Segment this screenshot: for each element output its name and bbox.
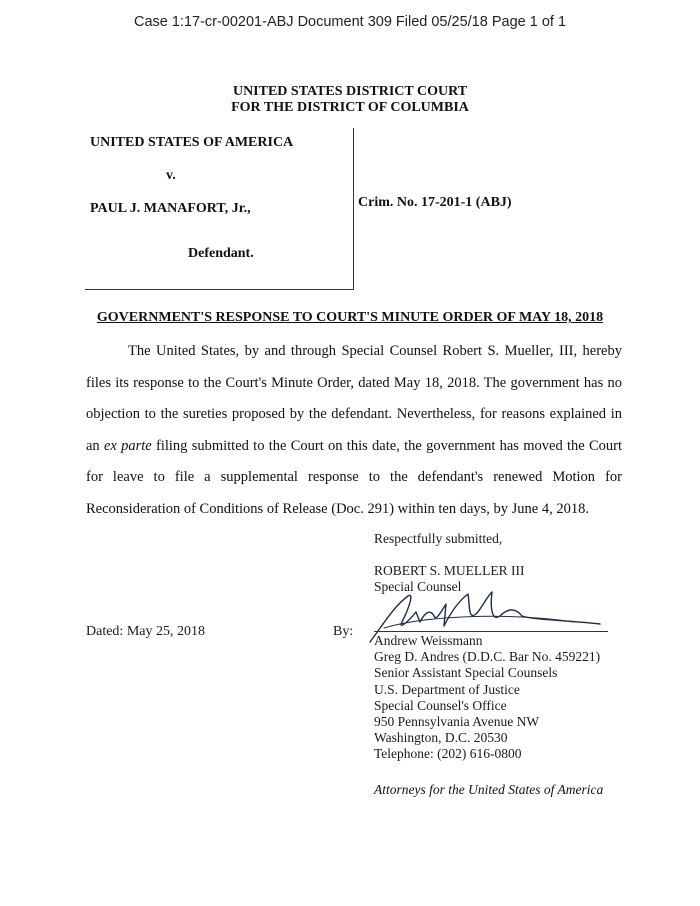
counsel-name: ROBERT S. MUELLER III (374, 563, 525, 578)
office: Special Counsel's Office (374, 697, 507, 713)
department: U.S. Department of Justice (374, 681, 520, 697)
court-name-line-1: UNITED STATES DISTRICT COURT (232, 84, 468, 99)
attorneys-for: Attorneys for the United States of America (374, 782, 604, 797)
document-title: GOVERNMENT'S RESPONSE TO COURT'S MINUTE ORDER OF MAY 18, 2018 (96, 310, 604, 325)
ecf-header-stamp: Case 1:17-cr-00201-ABJ Document 309 Filed 05/25/18 Page 1 of 1 (133, 14, 567, 30)
signature-block (374, 633, 600, 763)
counsel-title: Special Counsel (374, 579, 462, 594)
signer-name: Andrew Weissmann (374, 633, 483, 648)
street-address: 950 Pennsylvania Avenue NW (374, 714, 540, 730)
body-paragraph (86, 336, 622, 525)
signer-title: Senior Assistant Special Counsels (374, 665, 558, 681)
respectfully-submitted: Respectfully submitted, (374, 531, 503, 546)
by-label: By: (333, 624, 354, 639)
court-name-line-2: FOR THE DISTRICT OF COLUMBIA (231, 100, 469, 115)
caption-plaintiff: UNITED STATES OF AMERICA (90, 135, 294, 150)
body-text-part-2: filing submitted to the Court on this date, the government has moved the Court for leave to file a supplemental response to the defendant's renewed Motion for Reconsideration of Conditions of Release (Doc. 291) within ten days, by June 4, 2018. (86, 437, 622, 517)
case-number: Crim. No. 17-201-1 (ABJ) (358, 195, 512, 210)
caption-horizontal-divider (85, 289, 354, 290)
signature-line (374, 631, 608, 632)
caption-versus: v. (166, 168, 176, 183)
caption-defendant-name: PAUL J. MANAFORT, Jr., (90, 201, 251, 216)
telephone: Telephone: (202) 616-0800 (374, 746, 522, 762)
caption-defendant-label: Defendant. (188, 246, 254, 261)
co-signer-name: Greg D. Andres (D.D.C. Bar No. 459221) (374, 649, 601, 665)
body-text-part-1: The United States, by and through Special Counsel Robert S. Mueller, III, hereby files its response to the Court's Minute Order, dated May 18, 2018. The government has no objection to the sureties proposed by the defendant. Nevertheless, for reasons explained in an (86, 343, 622, 454)
dated-line: Dated: May 25, 2018 (86, 624, 205, 639)
body-text-emphasis: ex parte (103, 437, 152, 454)
caption-vertical-divider (353, 128, 354, 289)
city-address: Washington, D.C. 20530 (374, 730, 508, 746)
